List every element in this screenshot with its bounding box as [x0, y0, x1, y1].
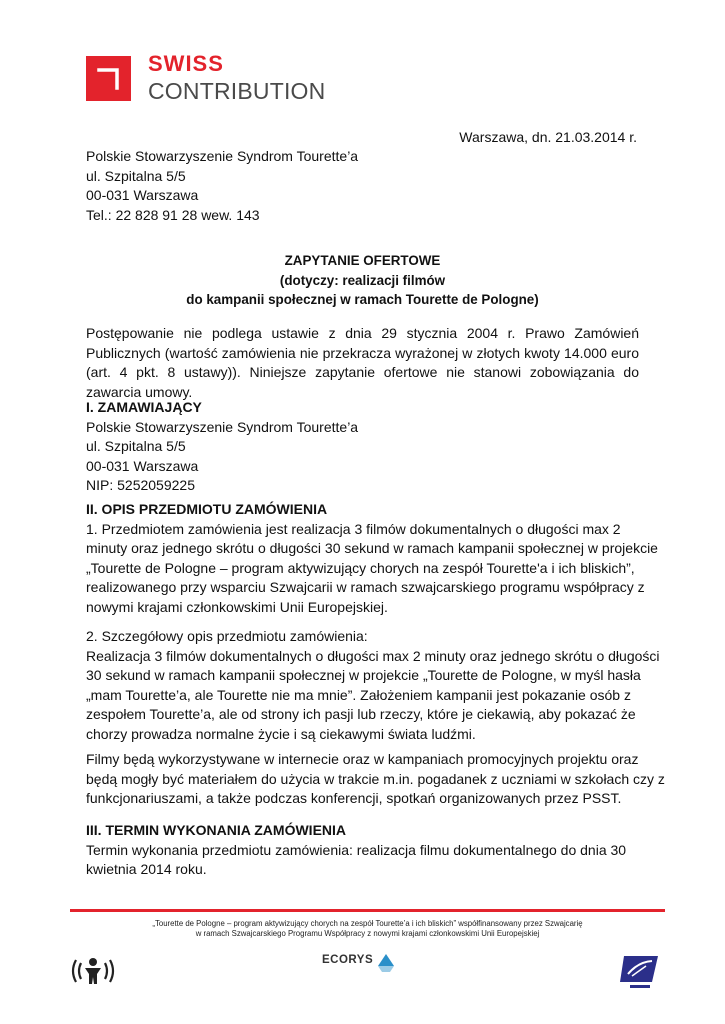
- section-heading: I. ZAMAWIAJĄCY: [86, 399, 202, 415]
- footer-divider: [70, 909, 665, 912]
- paragraph-line: funkcjonariuszami, a także podczas konferencji, spotkań organizowanych przez PSST.: [86, 790, 622, 807]
- usage-paragraph: [86, 750, 665, 809]
- section-line: kwietnia 2014 roku.: [86, 861, 207, 878]
- title-line: ZAPYTANIE OFERTOWE: [284, 253, 441, 268]
- section-line: Polskie Stowarzyszenie Syndrom Tourette’a: [86, 418, 359, 435]
- section-line: NIP: 5252059225: [86, 477, 195, 494]
- paragraph-line: 1. Przedmiotem zamówienia jest realizacja 3 filmów dokumentalnych o długości max 2: [86, 520, 621, 537]
- paragraph-line: realizowanego przy wsparciu Szwajcarii w ramach szwajcarskiego programu współpracy z: [86, 579, 645, 596]
- swiss-contribution-logo-mark: [86, 56, 131, 101]
- section-line: Termin wykonania przedmiotu zamówienia: realizacja filmu dokumentalnego do dnia 30: [86, 841, 627, 858]
- intro-paragraph: Postępowanie nie podlega ustawie z dnia 29 stycznia 2004 r. Prawo Zamówień Publicznych (wartość zamówienia nie przekracza wyrażonej w złotych kwoty 14.000 euro (art. 4 pkt. 8 ustawy)). Niniejsze zapytanie ofertowe nie stanowi zobowiązania do zawarcia umowy.: [86, 325, 639, 400]
- paragraph-line: 2. Szczegółowy opis przedmiotu zamówienia:: [86, 628, 368, 644]
- ecorys-logo-text: ECORYS: [322, 954, 374, 966]
- paragraph-line: zespołem Tourette’a, ale od strony ich pasji lub rzeczy, które je ciekawią, aby pokazać że: [86, 706, 636, 723]
- section-heading: III. TERMIN WYKONANIA ZAMÓWIENIA: [86, 822, 347, 838]
- document-date: Warszawa, dn. 21.03.2014 r.: [459, 129, 637, 145]
- section-ordering-party: [86, 398, 639, 496]
- ecorys-logo-icon: [376, 952, 396, 976]
- footer-cofinancing-note: [70, 919, 665, 939]
- paragraph-line: minuty oraz jednego skrótu o długości 30 sekund w ramach kampanii społecznej w projekcie: [86, 540, 658, 557]
- footer-line: „Tourette de Pologne – program aktywizujący chorych na zespół Tourette’a i ich bliskich” współfinansowany przez Szwajcarię: [152, 919, 583, 928]
- document-title: [86, 251, 639, 310]
- paragraph-line: „Tourette de Pologne – program aktywizujący chorych na zespół Tourette'a i ich bliskich”,: [86, 559, 635, 576]
- sender-line: Polskie Stowarzyszenie Syndrom Tourette’a: [86, 148, 359, 164]
- paragraph-line: „mam Tourette’a, ale Tourette nie ma mnie”. Założeniem kampanii jest pokazanie osób z: [86, 686, 631, 703]
- section-line: 00-031 Warszawa: [86, 457, 199, 474]
- paragraph-line: 30 sekund w ramach kampanii społecznej w projekcie „Tourette de Pologne, w myśl hasła: [86, 667, 641, 684]
- paragraph-line: Realizacja 3 filmów dokumentalnych o długości max 2 minuty oraz jednego skrótu o długości: [86, 647, 660, 664]
- footer-line: w ramach Szwajcarskiego Programu Współpracy z nowymi krajami członkowskimi Unii Europejskiej: [195, 929, 540, 938]
- association-logo-icon: [70, 952, 116, 990]
- program-logo-icon: [618, 952, 662, 992]
- section-order-description: [86, 500, 658, 618]
- paragraph-line: będą mogły być materiałem do użycia w trakcie m.in. pogadanek z uczniami w szkołach czy z: [86, 770, 665, 787]
- detailed-description: [86, 627, 660, 745]
- paragraph-line: nowymi krajami członkowskimi Unii Europejskiej.: [86, 598, 388, 615]
- sender-address: [86, 147, 639, 225]
- section-line: ul. Szpitalna 5/5: [86, 438, 186, 455]
- section-deadline: [86, 821, 639, 880]
- sender-line: Tel.: 22 828 91 28 wew. 143: [86, 206, 260, 223]
- sender-line: ul. Szpitalna 5/5: [86, 167, 186, 184]
- section-heading: II. OPIS PRZEDMIOTU ZAMÓWIENIA: [86, 501, 328, 517]
- title-line: do kampanii społecznej w ramach Tourette de Pologne): [186, 292, 539, 308]
- title-line: (dotyczy: realizacji filmów: [279, 272, 446, 288]
- logo-brand-contribution: CONTRIBUTION: [148, 78, 326, 104]
- paragraph-line: chorzy prowadza normalne życie i są ciekawymi świata ludźmi.: [86, 725, 476, 742]
- paragraph-line: Filmy będą wykorzystywane w internecie oraz w kampaniach promocyjnych projektu oraz: [86, 751, 639, 767]
- sender-line: 00-031 Warszawa: [86, 187, 199, 204]
- logo-brand-swiss: SWISS: [148, 51, 224, 76]
